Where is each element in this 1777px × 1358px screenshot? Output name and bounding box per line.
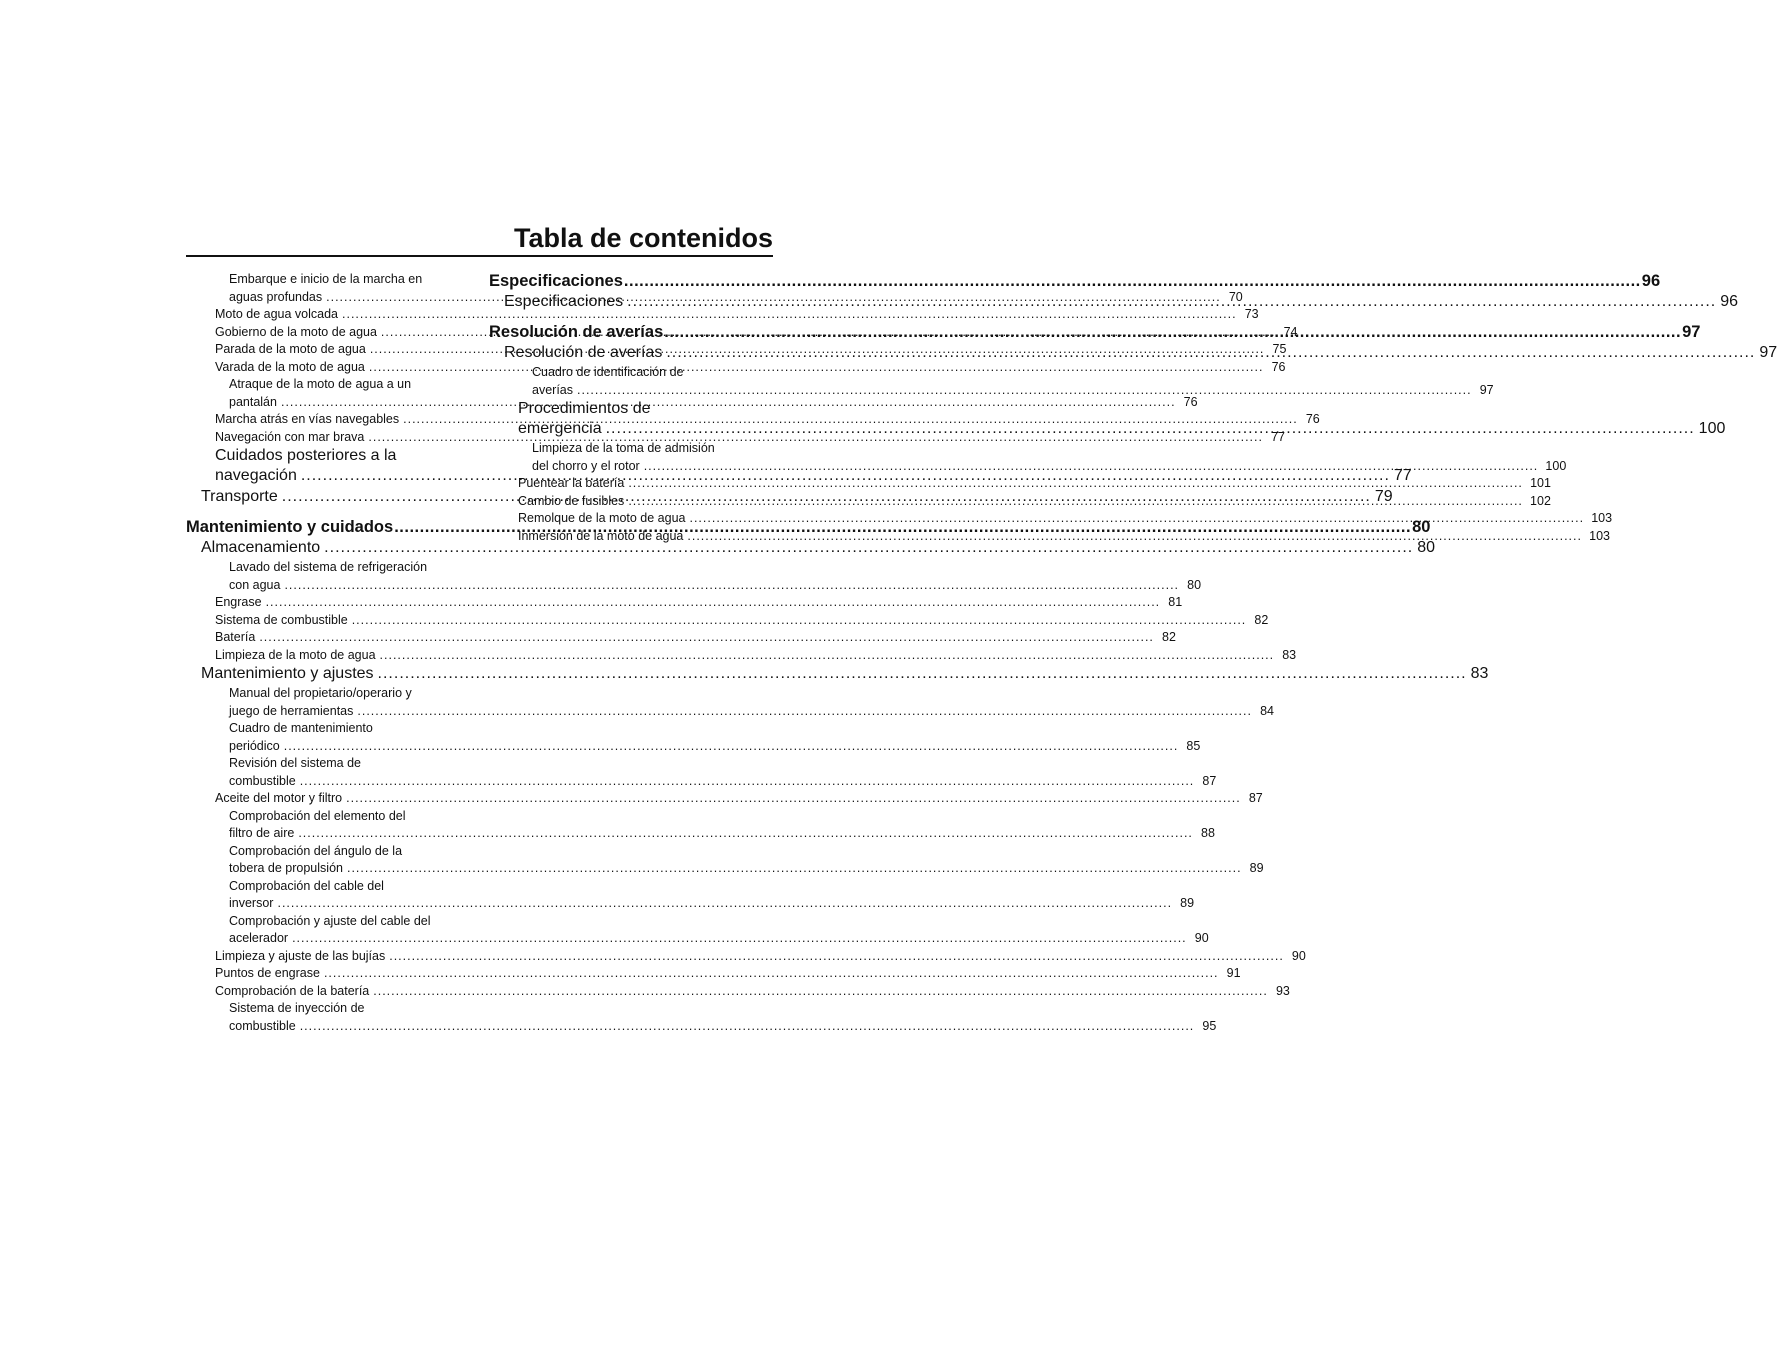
dot-leader — [324, 965, 1219, 983]
toc-page-number: 97 — [1759, 344, 1777, 361]
toc-entry-text: Aceite del motor y filtro — [215, 791, 343, 805]
toc-subsection[interactable] — [186, 594, 1183, 612]
toc-subsection[interactable] — [186, 685, 1274, 720]
toc-page-number: 83 — [1282, 647, 1297, 662]
toc-subsection[interactable] — [186, 983, 1290, 1001]
toc-page-number: 97 — [1479, 382, 1494, 397]
toc-entry-text: Puentear la batería — [518, 476, 625, 490]
toc-entry-text-continued: acelerador — [229, 931, 289, 945]
toc-entry-text: Limpieza de la moto de agua — [215, 647, 376, 662]
toc-entry-text: Puntos de engrase — [215, 966, 320, 980]
toc-subsection[interactable] — [186, 720, 1201, 755]
dot-leader — [687, 528, 1582, 546]
toc-section[interactable] — [186, 664, 1489, 684]
toc-subsection[interactable] — [186, 755, 1217, 790]
toc-page-number: 81 — [1168, 595, 1183, 609]
toc-page-number: 80 — [1417, 539, 1436, 556]
dot-leader — [277, 895, 1172, 913]
toc-entry-text: Inmersión de la moto de agua — [518, 528, 684, 543]
toc-page-number: 73 — [1244, 307, 1259, 321]
toc-page-number: 83 — [1470, 665, 1489, 682]
toc-page-number: 77 — [1393, 467, 1412, 484]
toc-page-number: 76 — [1271, 359, 1286, 374]
toc-page-number: 76 — [1305, 412, 1320, 426]
toc-page-number: 75 — [1272, 342, 1287, 356]
dot-leader — [284, 738, 1179, 756]
toc-subsection[interactable] — [186, 965, 1241, 983]
dot-leader — [346, 790, 1241, 808]
toc-subsection[interactable] — [186, 843, 1264, 878]
dot-leader — [389, 948, 1284, 966]
toc-chapter[interactable] — [489, 271, 1661, 291]
dot-leader — [627, 292, 1716, 312]
toc-page-number: 103 — [1589, 528, 1610, 543]
dot-leader — [352, 612, 1247, 630]
toc-subsection[interactable] — [186, 629, 1176, 647]
toc-entry-text: Manual del propietario/operario y — [229, 686, 412, 700]
toc-entry-text: Comprobación de la batería — [215, 983, 370, 998]
toc-entry-text: Engrase — [215, 595, 262, 609]
toc-entry-text: Especificaciones — [489, 272, 623, 290]
toc-entry-text-continued: con agua — [229, 577, 281, 592]
dot-leader — [292, 930, 1187, 948]
toc-subsection[interactable] — [186, 647, 1297, 665]
toc-page-number: 80 — [1412, 518, 1431, 536]
toc-subsection[interactable] — [186, 913, 1209, 948]
toc-page-number: 95 — [1202, 1018, 1217, 1033]
toc-page-number: 96 — [1720, 293, 1739, 310]
toc-page-number: 102 — [1530, 493, 1551, 508]
toc-page-number: 79 — [1374, 488, 1393, 505]
toc-entry-text: Sistema de inyección de — [229, 1001, 365, 1015]
dot-leader — [259, 629, 1154, 647]
dot-leader — [577, 382, 1472, 400]
toc-entry-text: Comprobación del cable del — [229, 878, 384, 893]
dot-leader — [266, 594, 1161, 612]
title-divider — [186, 255, 773, 257]
toc-entry-text: Atraque de la moto de agua a un — [229, 377, 412, 391]
toc-entry-text: Gobierno de la moto de agua — [215, 324, 377, 339]
dot-leader — [624, 271, 1641, 291]
toc-page-number: 88 — [1201, 826, 1215, 840]
dot-leader — [300, 1018, 1195, 1036]
toc-subsection[interactable] — [186, 878, 1195, 913]
dot-leader — [378, 664, 1467, 684]
toc-page-number: 85 — [1186, 738, 1201, 753]
toc-page-number: 91 — [1226, 966, 1241, 980]
dot-leader — [298, 825, 1193, 843]
dot-leader — [628, 493, 1523, 511]
toc-entry-text: Moto de agua volcada — [215, 307, 339, 321]
toc-entry-text: Resolución de averías — [489, 323, 664, 341]
toc-entry-text: Navegación con mar brava — [215, 429, 365, 444]
dot-leader — [300, 773, 1195, 791]
toc-entry-text: Parada de la moto de agua — [215, 342, 366, 356]
toc-page-number: 97 — [1682, 323, 1701, 341]
toc-entry-text-continued: pantalán — [229, 394, 277, 409]
toc-entry-text: Varada de la moto de agua — [215, 359, 365, 374]
toc-entry-text-continued: aguas profundas — [229, 289, 323, 304]
dot-leader — [284, 577, 1179, 595]
toc-entry-text: Lavado del sistema de refrigeración — [229, 560, 428, 574]
toc-subsection[interactable] — [186, 1000, 1217, 1035]
toc-entry-text: Comprobación y ajuste del cable del — [229, 913, 431, 928]
toc-page-number: 84 — [1260, 703, 1274, 718]
toc-entry-text: Mantenimiento y ajustes — [201, 665, 374, 682]
toc-page-number: 87 — [1248, 791, 1263, 805]
toc-subsection[interactable] — [186, 808, 1215, 843]
toc-page-number: 77 — [1271, 429, 1285, 444]
toc-entry-text: Limpieza y ajuste de las bujías — [215, 948, 386, 963]
toc-subsection[interactable] — [186, 429, 1285, 447]
toc-section[interactable] — [186, 538, 1436, 558]
toc-entry-text: Limpieza de la toma de admisión — [532, 441, 715, 455]
dot-leader — [664, 322, 1681, 342]
toc-subsection[interactable] — [186, 948, 1306, 966]
toc-entry-text-continued: del chorro y el rotor — [532, 458, 640, 473]
toc-page-number: 101 — [1530, 476, 1551, 490]
toc-subsection[interactable] — [186, 790, 1263, 808]
toc-page-number: 74 — [1283, 324, 1298, 339]
toc-page-number: 93 — [1275, 983, 1290, 998]
toc-entry-text-continued: combustible — [229, 773, 296, 788]
toc-subsection[interactable] — [489, 528, 1610, 546]
toc-page-number: 82 — [1162, 630, 1176, 644]
dot-leader — [373, 983, 1268, 1001]
toc-entry-text: Almacenamiento — [201, 539, 321, 556]
page-title: Tabla de contenidos — [513, 223, 773, 253]
dot-leader — [606, 419, 1695, 439]
toc-subsection[interactable] — [186, 559, 1202, 594]
toc-entry-text: Embarque e inicio de la marcha en — [229, 272, 423, 286]
toc-entry-text-continued: inversor — [229, 896, 274, 910]
toc-entry-text: Comprobación del ángulo de la — [229, 843, 403, 858]
toc-page-number: 80 — [1187, 577, 1202, 592]
toc-entry-text: Sistema de combustible — [215, 612, 348, 627]
toc-page-number: 100 — [1698, 420, 1726, 437]
toc-entry-text: Remolque de la moto de agua — [518, 511, 686, 525]
toc-entry-text: Cuadro de identificación de — [532, 365, 684, 379]
toc-page-number: 90 — [1291, 948, 1306, 963]
toc-page-number: 89 — [1180, 896, 1195, 910]
toc-page-number: 96 — [1641, 272, 1661, 290]
toc-subsection[interactable] — [186, 306, 1259, 324]
toc-page-number: 76 — [1183, 394, 1198, 409]
dot-leader — [347, 860, 1242, 878]
dot-leader — [644, 458, 1539, 476]
toc-entry-text-continued: filtro de aire — [229, 826, 295, 840]
dot-leader — [689, 510, 1584, 528]
toc-entry-text-continued: combustible — [229, 1018, 296, 1033]
toc-subsection[interactable] — [186, 612, 1269, 630]
toc-entry-text-continued: periódico — [229, 738, 280, 753]
toc-entry-text: Resolución de averías — [504, 344, 663, 361]
toc-entry-text-continued: juego de herramientas — [229, 703, 354, 718]
toc-entry-text-continued: tobera de propulsión — [229, 861, 343, 875]
toc-page-number: 82 — [1254, 612, 1269, 627]
toc-page-number: 70 — [1228, 289, 1243, 304]
dot-leader — [666, 343, 1755, 363]
toc-entry-text: Transporte — [201, 488, 278, 505]
toc-page-number: 87 — [1202, 773, 1217, 788]
dot-leader — [628, 475, 1523, 493]
toc-entry-text: Mantenimiento y cuidados — [186, 518, 394, 536]
dot-leader — [357, 703, 1252, 721]
toc-entry-text-continued: navegación — [215, 467, 297, 484]
toc-entry-text: Cuidados posteriores a la — [215, 447, 397, 464]
toc-page-number: 103 — [1591, 511, 1613, 525]
toc-entry-text-continued: averías — [532, 382, 573, 397]
toc-entry-text: Especificaciones — [504, 293, 624, 310]
toc-entry-text: Marcha atrás en vías navegables — [215, 412, 400, 426]
toc-page-number: 100 — [1545, 458, 1567, 473]
toc-entry-text: Procedimientos de — [518, 400, 651, 417]
toc-subsection[interactable] — [489, 440, 1567, 475]
toc-entry-text: Batería — [215, 630, 256, 644]
toc-page-number: 90 — [1194, 931, 1209, 945]
toc-entry-text-continued: emergencia — [518, 420, 602, 437]
dot-leader — [380, 647, 1275, 665]
toc-entry-text: Cambio de fusibles — [518, 493, 625, 508]
toc-entry-text: Cuadro de mantenimiento — [229, 721, 373, 735]
toc-page-number: 89 — [1249, 861, 1264, 875]
toc-entry-text: Revisión del sistema de — [229, 756, 362, 770]
toc-entry-text: Comprobación del elemento del — [229, 808, 406, 823]
